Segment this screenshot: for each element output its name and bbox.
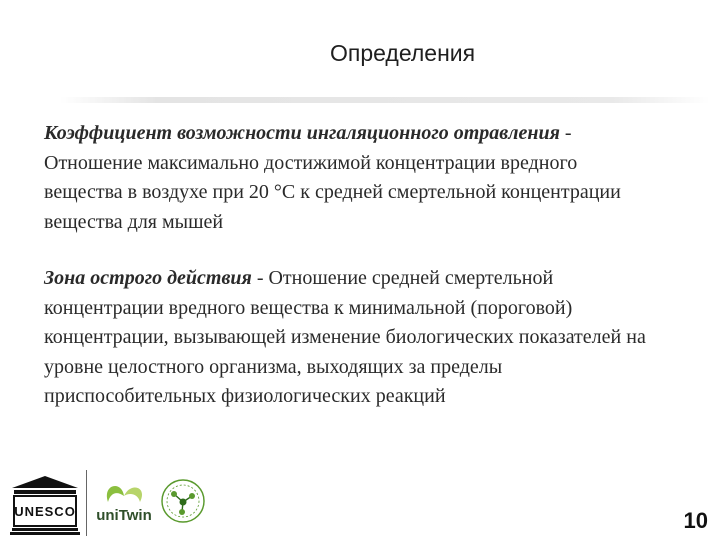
unesco-logo-text: UNESCO — [14, 504, 76, 519]
logo-divider — [86, 470, 87, 536]
unitwin-logo-text: uniTwin — [96, 507, 152, 524]
molecule-emblem-icon — [160, 478, 206, 524]
slide-title: Определения — [330, 40, 476, 66]
definition-1-text: - Отношение максимально достижимой концентрации вредного вещества в воздухе при 20 °С к средней смертельной концентрации вещества для мышей — [44, 122, 621, 233]
unesco-logo — [10, 474, 80, 536]
page-number: 10 — [683, 508, 708, 533]
title-divider — [60, 97, 710, 103]
definition-1 — [44, 119, 654, 237]
definition-2-term: Зона острого действия — [44, 267, 252, 289]
footer-logos — [10, 468, 220, 540]
definition-2 — [44, 264, 654, 412]
definition-2-text: - Отношение средней смертельной концентрации вредного вещества к минимальной (пороговой) концентрации, вызывающей изменение биологических показателей на уровне целостного организма, выходящих за пределы приспособительных физиологических реакций — [44, 267, 646, 407]
definition-1-term: Коэффициент возможности ингаляционного отравления — [44, 122, 560, 144]
unitwin-logo — [94, 480, 154, 530]
